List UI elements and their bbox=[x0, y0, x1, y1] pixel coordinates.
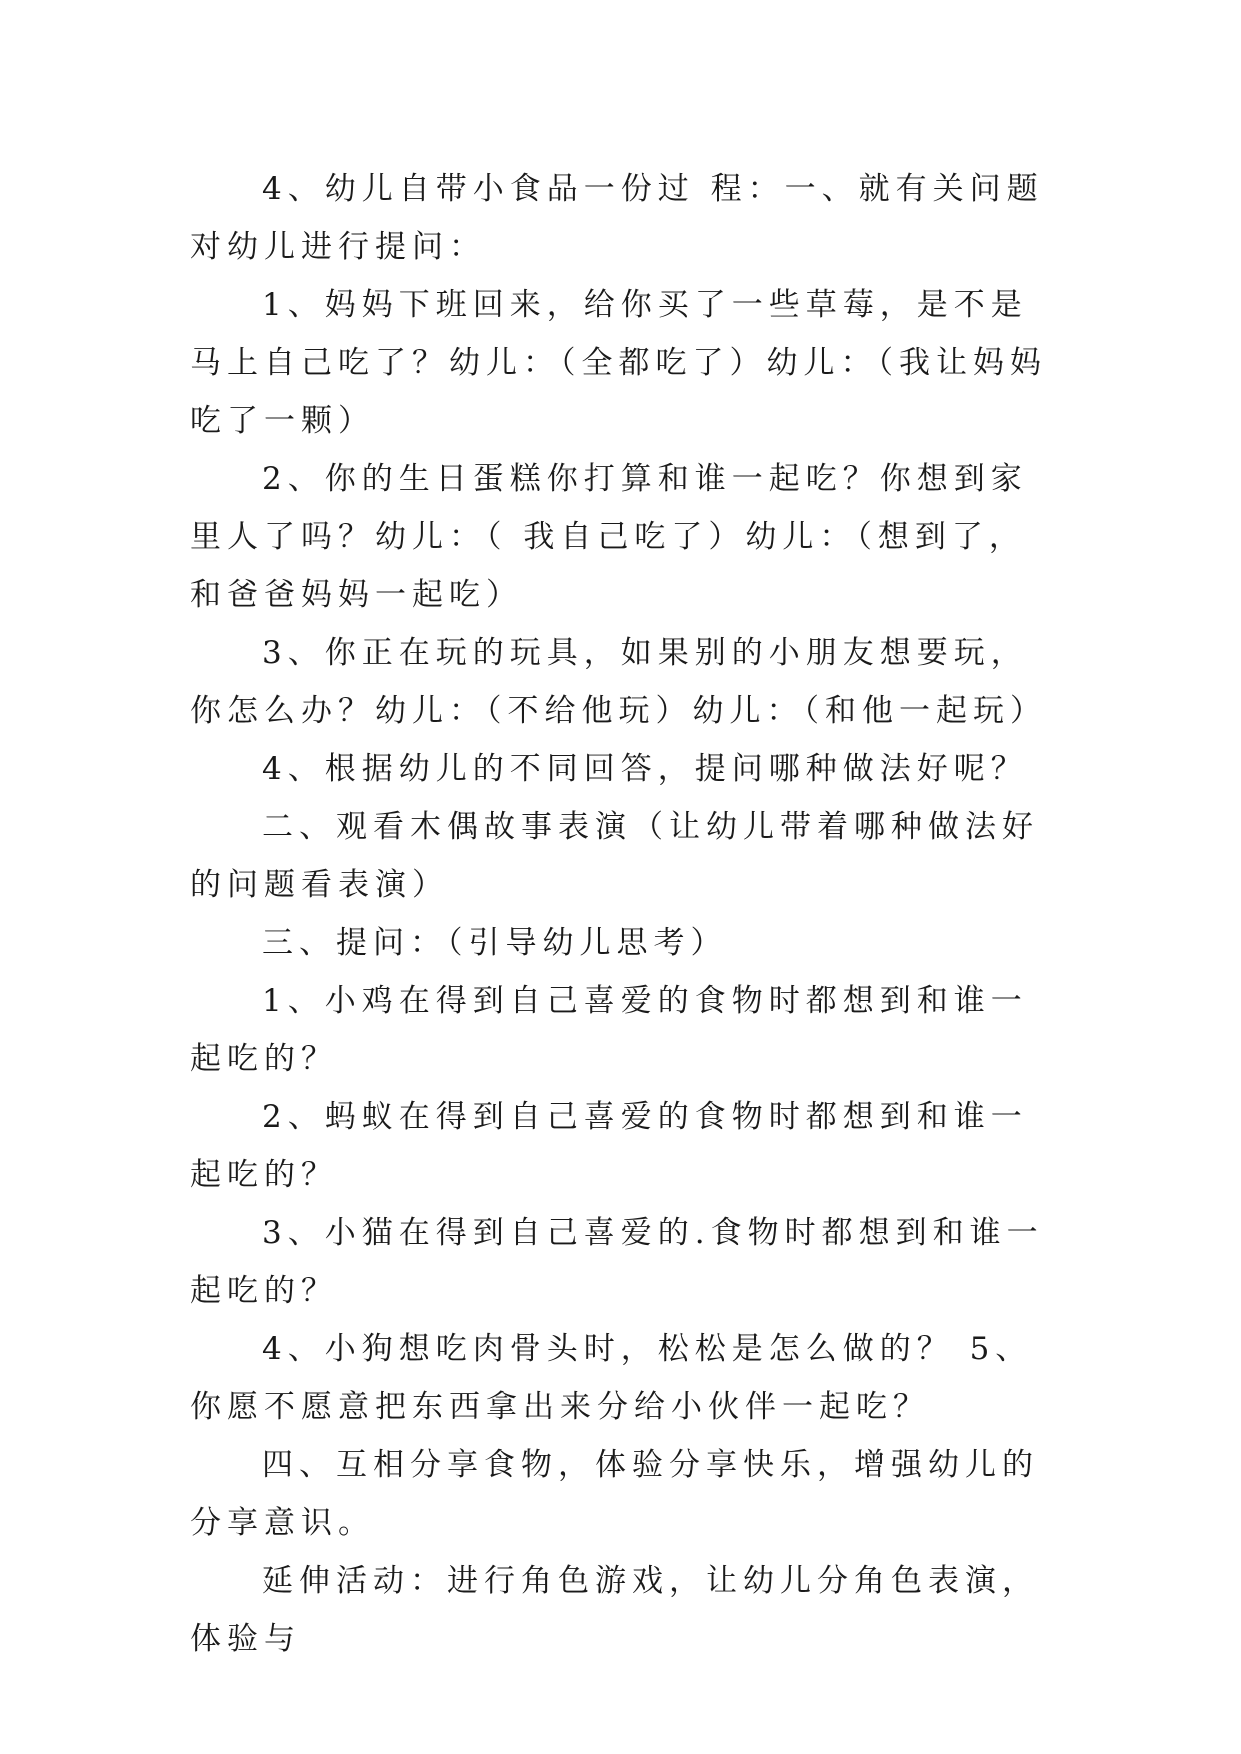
paragraph-intro-question: 4、幼儿自带小食品一份过 程：一、就有关问题对幼儿进行提问： bbox=[190, 171, 1044, 265]
paragraph-step-3-q3: 3、小猫在得到自己喜爱的.食物时都想到和谁一起吃的？ bbox=[190, 1215, 1044, 1309]
paragraph-step-3-q1: 1、小鸡在得到自己喜爱的食物时都想到和谁一起吃的？ bbox=[190, 983, 1028, 1077]
paragraph-question-1: 1、妈妈下班回来，给你买了一些草莓，是不是马上自己吃了？幼儿：（全都吃了）幼儿：（我让妈妈吃了一颗） bbox=[190, 287, 1047, 439]
paragraph-step-4: 四、互相分享食物，体验分享快乐，增强幼儿的分享意识。 bbox=[190, 1447, 1039, 1541]
paragraph-question-2: 2、你的生日蛋糕你打算和谁一起吃？你想到家里人了吗？幼儿：（ 我自己吃了）幼儿：（想到了，和爸爸妈妈一起吃） bbox=[190, 461, 1028, 613]
paragraph-extension-activity: 延伸活动：进行角色游戏，让幼儿分角色表演，体验与 bbox=[190, 1563, 1039, 1657]
paragraph-step-2: 二、观看木偶故事表演（让幼儿带着哪种做法好的问题看表演） bbox=[190, 809, 1039, 903]
paragraph-step-3-q4-q5: 4、小狗想吃肉骨头时，松松是怎么做的？ 5、你愿不愿意把东西拿出来分给小伙伴一起吃？ bbox=[190, 1331, 1033, 1425]
document-body bbox=[190, 160, 1050, 1668]
paragraph-step-3: 三、提问：（引导幼儿思考） bbox=[262, 925, 728, 961]
paragraph-step-3-q2: 2、蚂蚁在得到自己喜爱的食物时都想到和谁一起吃的？ bbox=[190, 1099, 1028, 1193]
paragraph-question-3: 3、你正在玩的玩具，如果别的小朋友想要玩，你怎么办？幼儿：（不给他玩）幼儿：（和他一起玩） bbox=[190, 635, 1047, 729]
paragraph-question-4: 4、根据幼儿的不同回答，提问哪种做法好呢？ bbox=[262, 751, 1028, 787]
